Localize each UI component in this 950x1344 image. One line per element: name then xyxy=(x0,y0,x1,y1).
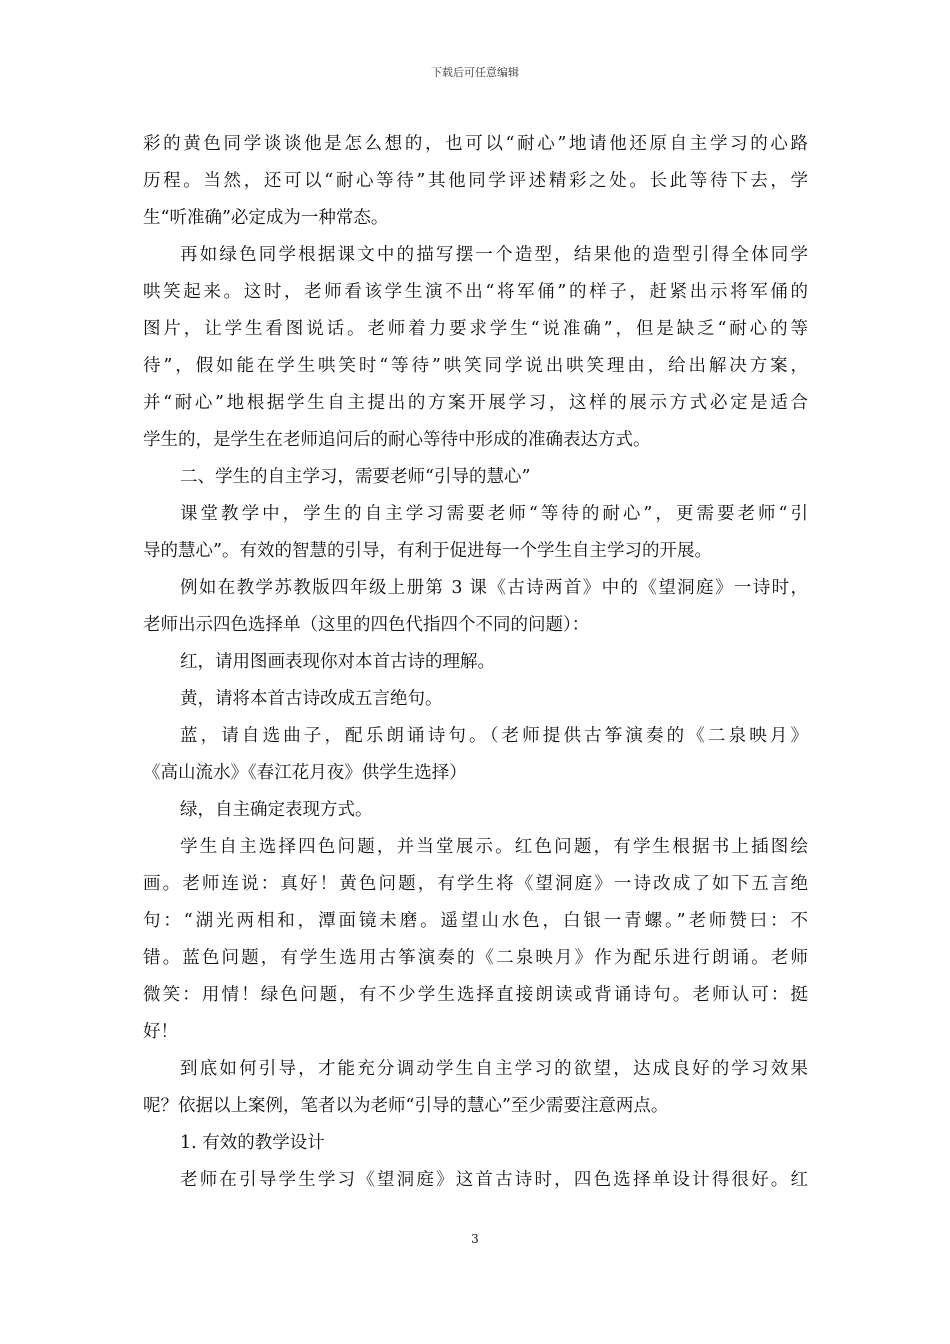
text-line: 导的慧心”。有效的智慧的引导，有利于促进每一个学生自主学习的开展。 xyxy=(143,541,712,561)
text-line: 哄笑起来。这时，老师看该学生演不出“将军俑”的样子，赶紧出示将军俑的 xyxy=(143,282,808,302)
text-line: 彩的黄色同学谈谈他是怎么想的，也可以“耐心”地请他还原自主学习的心路 xyxy=(143,134,808,154)
text-line: 学生自主选择四色问题，并当堂展示。红色问题，有学生根据书上插图绘 xyxy=(180,837,808,857)
text-line: 到底如何引导，才能充分调动学生自主学习的欲望，达成良好的学习效果 xyxy=(180,1059,808,1079)
list-item-blue: 蓝，请自选曲子，配乐朗诵诗句。（老师提供古筝演奏的《二泉映月》 xyxy=(180,726,808,746)
text-line: 并“耐心”地根据学生自主提出的方案开展学习，这样的展示方式必定是适合 xyxy=(143,393,808,413)
subsection-heading: 1. 有效的教学设计 xyxy=(180,1133,325,1153)
text-line: 历程。当然，还可以“耐心等待”其他同学评述精彩之处。长此等待下去，学 xyxy=(143,171,808,191)
section-heading: 二、学生的自主学习，需要老师“引导的慧心” xyxy=(180,467,531,487)
text-line: 例如在教学苏教版四年级上册第 3 课《古诗两首》中的《望洞庭》一诗时， xyxy=(180,578,808,598)
text-line: 《高山流水》《春江花月夜》供学生选择） xyxy=(143,763,467,783)
text-line: 好！ xyxy=(143,1022,178,1042)
text-line: 老师在引导学生学习《望洞庭》这首古诗时，四色选择单设计得很好。红 xyxy=(180,1170,808,1190)
page-header: 下载后可任意编辑 xyxy=(431,66,519,79)
text-line: 呢？依据以上案例，笔者以为老师“引导的慧心”至少需要注意两点。 xyxy=(143,1096,669,1116)
text-line: 课堂教学中，学生的自主学习需要老师“等待的耐心”，更需要老师“引 xyxy=(180,504,808,524)
text-line: 图片，让学生看图说话。老师着力要求学生“说准确”，但是缺乏“耐心的等 xyxy=(143,319,808,339)
text-line: 句：“湖光两相和，潭面镜未磨。遥望山水色，白银一青螺。”老师赞曰：不 xyxy=(143,911,808,931)
text-line: 学生的，是学生在老师追问后的耐心等待中形成的准确表达方式。 xyxy=(143,430,651,450)
text-line: 待”，假如能在学生哄笑时“等待”哄笑同学说出哄笑理由，给出解决方案， xyxy=(143,356,808,376)
list-item-yellow: 黄，请将本首古诗改成五言绝句。 xyxy=(180,689,443,709)
text-line: 错。蓝色问题，有学生选用古筝演奏的《二泉映月》作为配乐进行朗诵。老师 xyxy=(143,948,808,968)
text-line: 画。老师连说：真好！黄色问题，有学生将《望洞庭》一诗改成了如下五言绝 xyxy=(143,874,808,894)
page-number: 3 xyxy=(471,1232,479,1246)
text-line: 老师出示四色选择单（这里的四色代指四个不同的问题）： xyxy=(143,615,590,635)
text-line: 再如绿色同学根据课文中的描写摆一个造型，结果他的造型引得全体同学 xyxy=(180,245,808,265)
list-item-red: 红，请用图画表现你对本首古诗的理解。 xyxy=(180,652,495,672)
text-line: 生“听准确”必定成为一种常态。 xyxy=(143,208,389,228)
list-item-green: 绿，自主确定表现方式。 xyxy=(180,800,373,820)
text-line: 微笑：用情！绿色问题，有不少学生选择直接朗读或背诵诗句。老师认可：挺 xyxy=(143,985,808,1005)
